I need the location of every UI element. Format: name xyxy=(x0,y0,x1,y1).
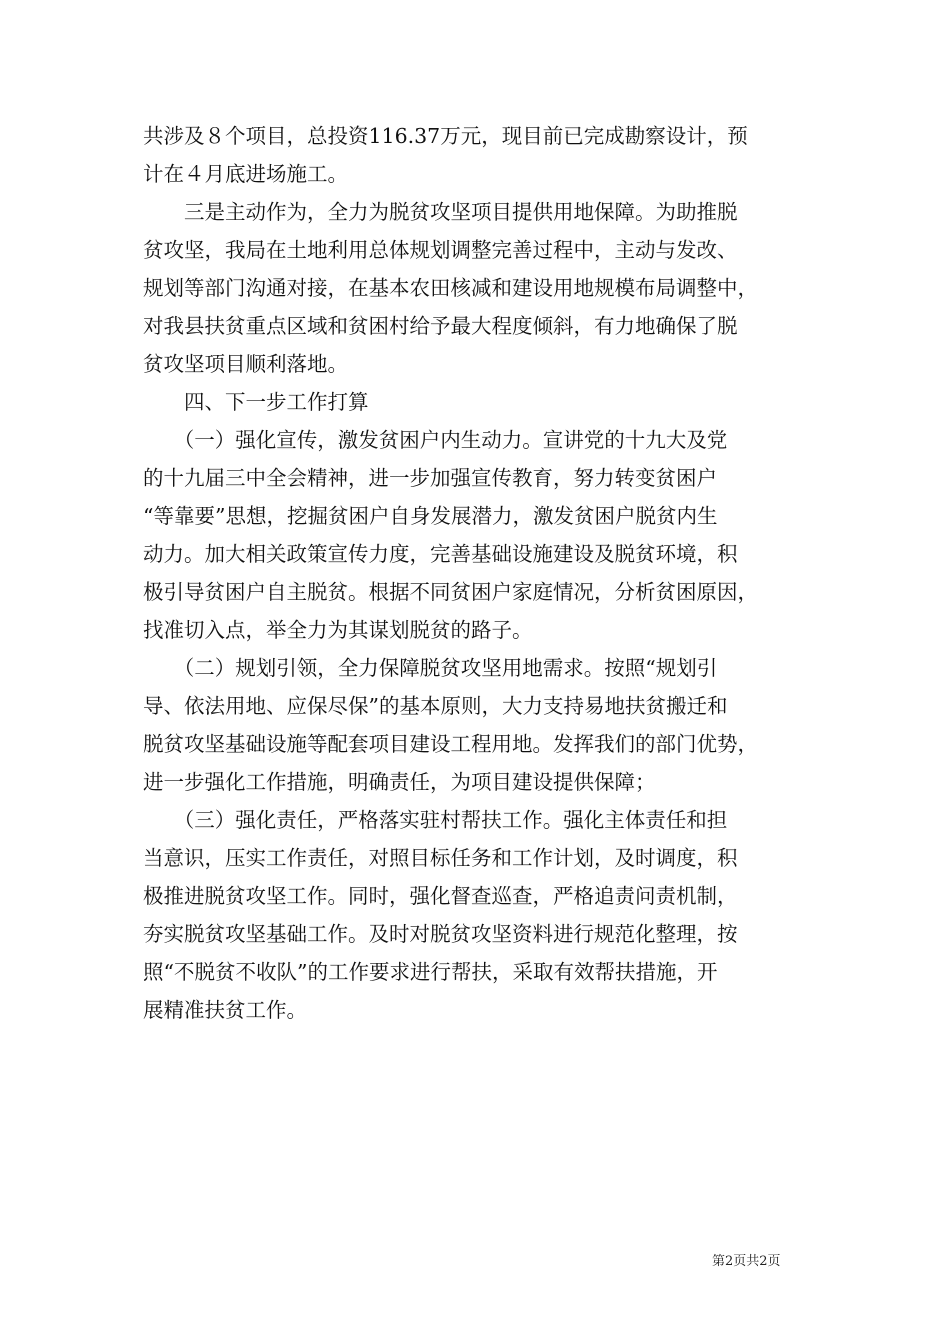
text-line: 极引导贫困户自主脱贫。根据不同贫困户家庭情况，分析贫困原因， xyxy=(143,580,758,604)
text-line: 夯实脱贫攻坚基础工作。及时对脱贫攻坚资料进行规范化整理，按 xyxy=(143,922,738,946)
text-line: （一）强化宣传，激发贫困户内生动力。宣讲党的十九大及党 xyxy=(143,428,728,452)
text-line: 进一步强化工作措施，明确责任，为项目建设提供保障； xyxy=(143,770,656,794)
text-line: 贫攻坚，我局在土地利用总体规划调整完善过程中，主动与发改、 xyxy=(143,238,738,262)
text-line: 动力。加大相关政策宣传力度，完善基础设施建设及脱贫环境，积 xyxy=(143,542,738,566)
document-body xyxy=(143,117,815,1029)
text-line: 极推进脱贫攻坚工作。同时，强化督查巡查，严格追责问责机制， xyxy=(143,884,738,908)
text-line: 脱贫攻坚基础设施等配套项目建设工程用地。发挥我们的部门优势， xyxy=(143,732,758,756)
text-line: 三是主动作为，全力为脱贫攻坚项目提供用地保障。为助推脱 xyxy=(143,200,738,224)
text-line: 照“不脱贫不收队”的工作要求进行帮扶，采取有效帮扶措施，开 xyxy=(143,960,718,984)
section-heading: 四、下一步工作打算 xyxy=(143,390,369,414)
text-line: 的十九届三中全会精神，进一步加强宣传教育，努力转变贫困户 xyxy=(143,466,717,490)
text-line: 贫攻坚项目顺利落地。 xyxy=(143,352,348,376)
text-line: 对我县扶贫重点区域和贫困村给予最大程度倾斜，有力地确保了脱 xyxy=(143,314,738,338)
text-line: 共涉及８个项目，总投资116.37万元，现目前已完成勘察设计，预 xyxy=(143,124,748,148)
text-line: 计在４月底进场施工。 xyxy=(143,162,348,186)
text-line: （二）规划引领，全力保障脱贫攻坚用地需求。按照“规划引 xyxy=(143,656,718,680)
text-line: 展精准扶贫工作。 xyxy=(143,998,307,1022)
text-line: 导、依法用地、应保尽保”的基本原则，大力支持易地扶贫搬迁和 xyxy=(143,694,728,718)
text-line: 当意识，压实工作责任，对照目标任务和工作计划，及时调度，积 xyxy=(143,846,738,870)
text-line: 规划等部门沟通对接，在基本农田核减和建设用地规模布局调整中， xyxy=(143,276,758,300)
text-line: “等靠要”思想，挖掘贫困户自身发展潜力，激发贫困户脱贫内生 xyxy=(143,504,718,528)
text-line: （三）强化责任，严格落实驻村帮扶工作。强化主体责任和担 xyxy=(143,808,728,832)
page-number: 第2页共2页 xyxy=(712,1254,781,1269)
text-line: 找准切入点，举全力为其谋划脱贫的路子。 xyxy=(143,618,533,642)
